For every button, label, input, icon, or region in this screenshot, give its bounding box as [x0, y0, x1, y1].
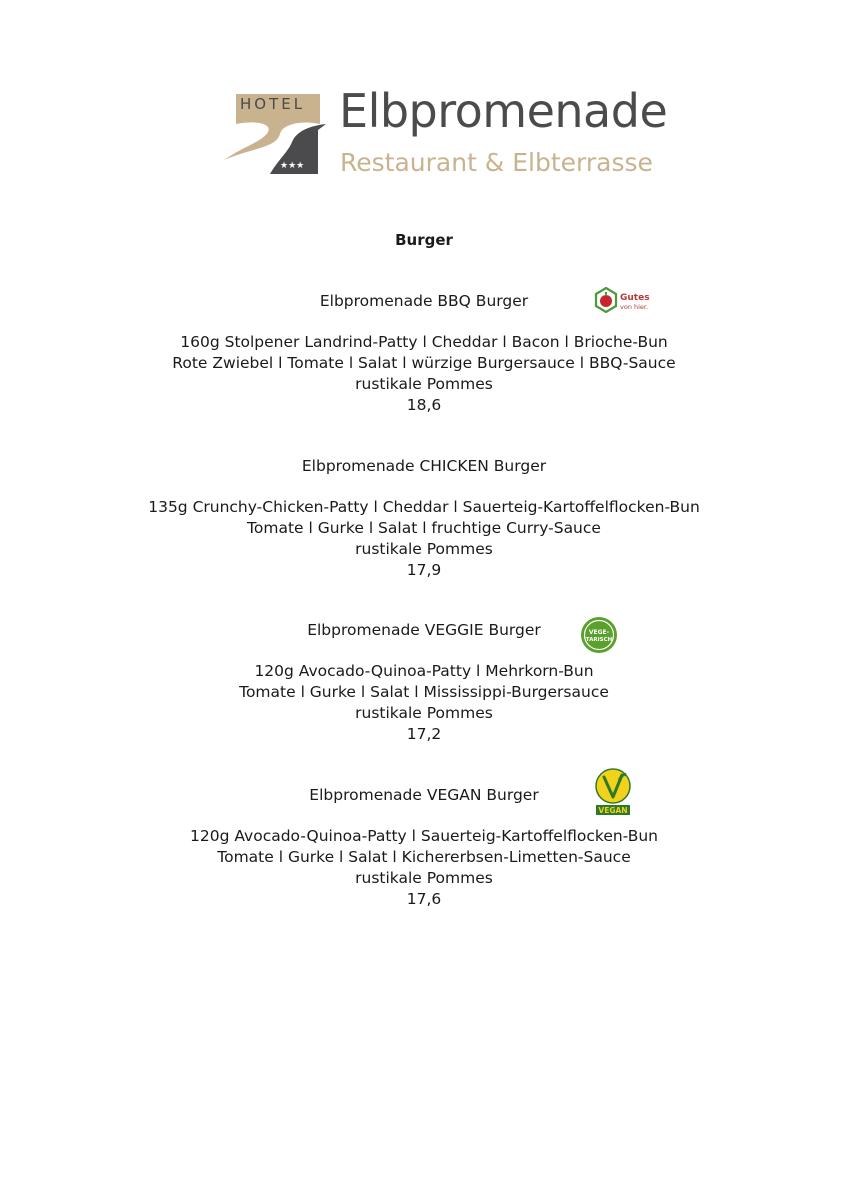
item-description: [0, 661, 848, 745]
item-price: 17,9: [406, 561, 442, 579]
item-line: Tomate l Gurke l Salat l Kichererbsen-Limetten-Sauce: [217, 848, 631, 866]
item-description: [0, 497, 848, 581]
gutes-von-hier-icon: [594, 287, 656, 317]
svg-text:★★★: ★★★: [280, 161, 305, 171]
logo-name: Elbpromenade: [339, 84, 668, 138]
item-description: [0, 826, 848, 910]
item-line: rustikale Pommes: [355, 704, 493, 722]
item-line: Rote Zwiebel l Tomate l Salat l würzige Burgersauce l BBQ-Sauce: [172, 354, 676, 372]
item-line: 135g Crunchy-Chicken-Patty l Cheddar l Sauerteig-Kartoffelflocken-Bun: [148, 498, 700, 516]
item-line: 120g Avocado-Quinoa-Patty l Mehrkorn-Bun: [254, 662, 594, 680]
svg-text:TARISCH: TARISCH: [585, 637, 613, 643]
logo-subtitle: Restaurant & Elbterrasse: [340, 148, 653, 177]
menu-item: [0, 456, 848, 581]
svg-text:Gutes: Gutes: [620, 293, 650, 303]
item-title: Elbpromenade VEGGIE Burger: [307, 621, 541, 639]
item-line: rustikale Pommes: [355, 540, 493, 558]
menu-item: [0, 785, 848, 910]
logo-hotel-label: HOTEL: [240, 95, 306, 113]
item-line: 120g Avocado-Quinoa-Patty l Sauerteig-Kartoffelflocken-Bun: [190, 827, 658, 845]
vegan-icon: [592, 767, 634, 817]
item-line: rustikale Pommes: [355, 375, 493, 393]
item-title: Elbpromenade BBQ Burger: [319, 292, 529, 310]
item-line: 160g Stolpener Landrind-Patty l Cheddar l Bacon l Brioche-Bun: [180, 333, 668, 351]
section-heading: Burger: [395, 231, 453, 249]
menu-item: [0, 291, 848, 416]
item-description: [0, 332, 848, 416]
menu-item: [0, 620, 848, 745]
item-price: 17,2: [406, 725, 442, 743]
item-line: rustikale Pommes: [355, 869, 493, 887]
svg-text:VEGE-: VEGE-: [588, 629, 610, 636]
vegetarisch-icon: [580, 616, 618, 654]
svg-text:VEGAN: VEGAN: [598, 806, 628, 815]
item-line: Tomate l Gurke l Salat l Mississippi-Burgersauce: [239, 683, 609, 701]
item-price: 18,6: [406, 396, 442, 414]
item-title: Elbpromenade VEGAN Burger: [309, 786, 539, 804]
item-title: Elbpromenade CHICKEN Burger: [301, 457, 547, 475]
hotel-logo: [222, 84, 668, 182]
svg-text:von hier.: von hier.: [620, 303, 649, 311]
item-price: 17,6: [406, 890, 442, 908]
item-line: Tomate l Gurke l Salat l fruchtige Curry-Sauce: [247, 519, 601, 537]
